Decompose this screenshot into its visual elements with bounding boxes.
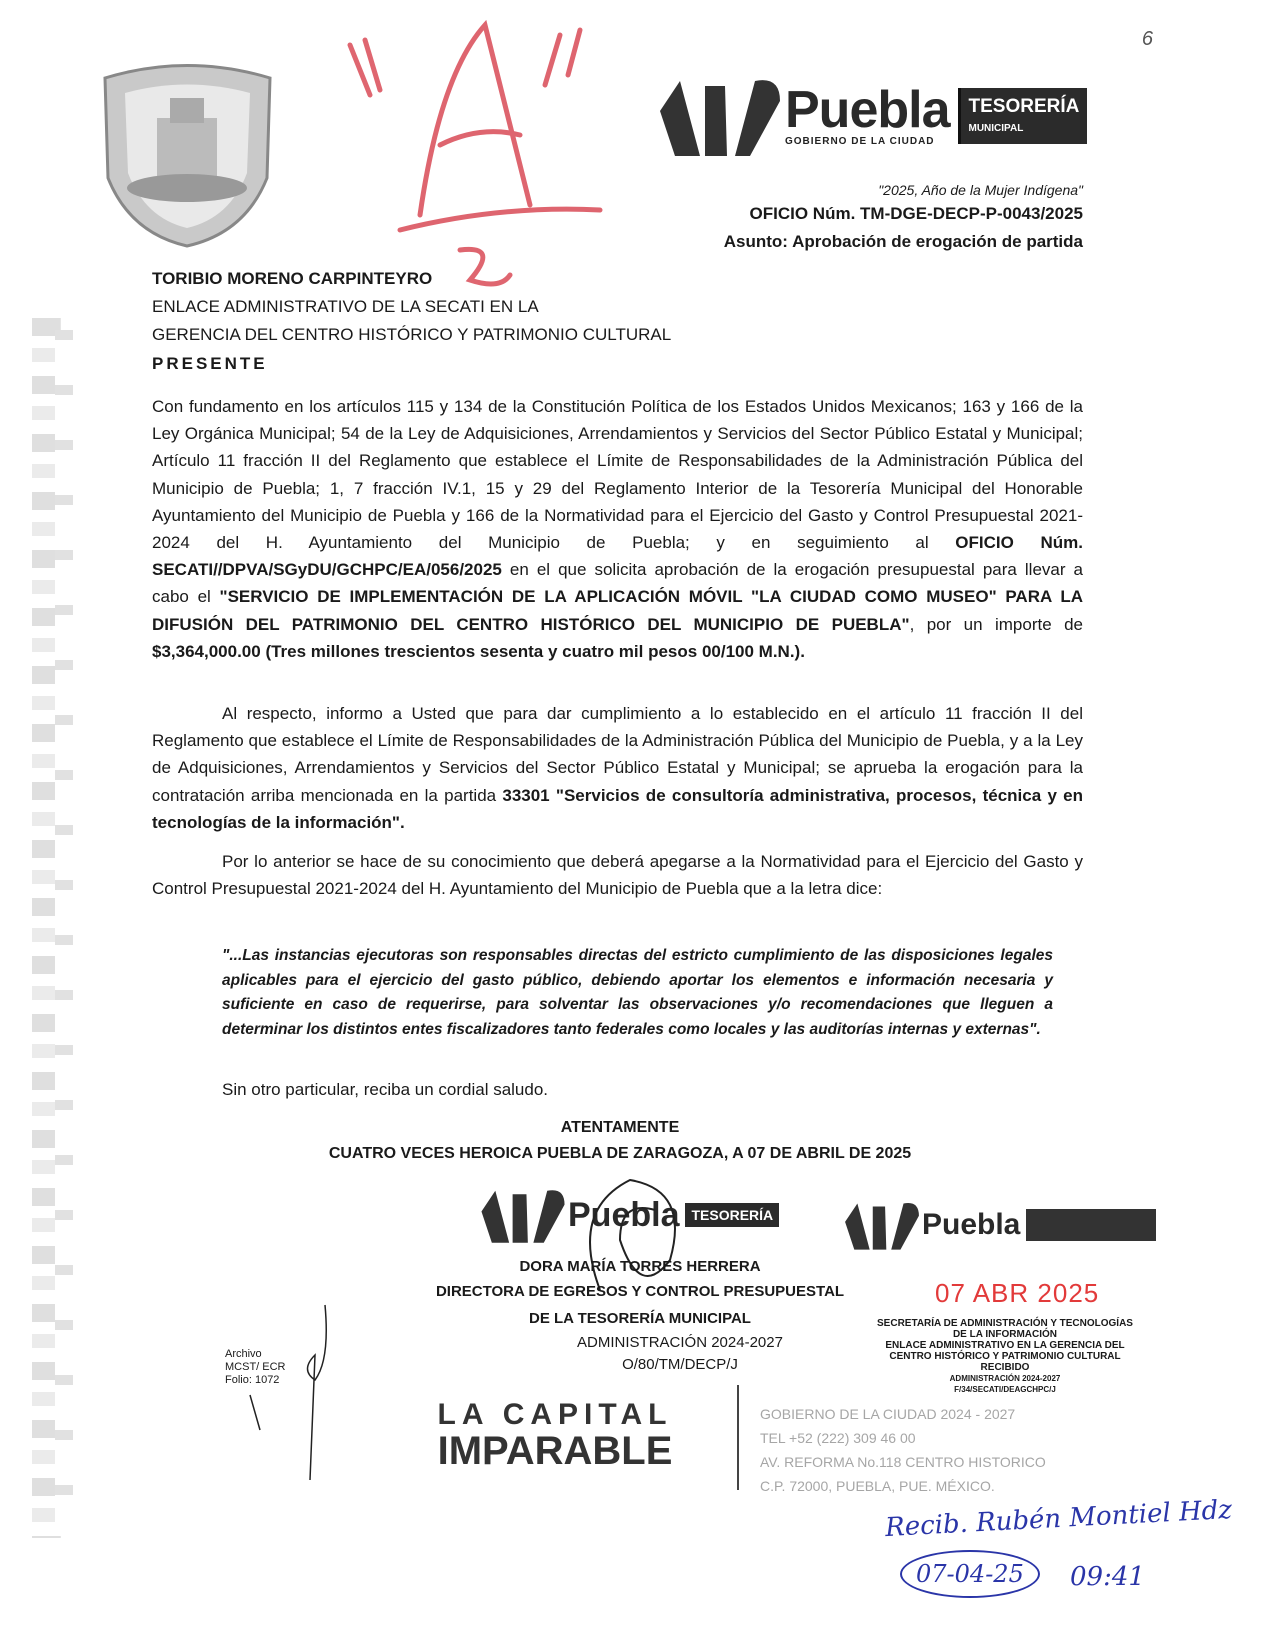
place-date: CUATRO VECES HEROICA PUEBLA DE ZARAGOZA, A 07 DE ABRIL DE 2025	[328, 1145, 912, 1162]
recipient-title-1: ENLACE ADMINISTRATIVO DE LA SECATI EN LA	[152, 297, 539, 316]
p1-text-3: , por un importe de	[909, 614, 1083, 634]
received-stamp	[860, 1318, 1150, 1395]
decorative-border-motif	[55, 330, 73, 1530]
handwritten-red-mark	[330, 15, 620, 295]
initials-scribble	[230, 1300, 340, 1485]
puebla-tesoreria-logo	[655, 68, 1095, 163]
stamp-line: F/34/SECATI/DEAGCHPC/J	[954, 1385, 1056, 1394]
archive-line: MCST/ ECR	[225, 1361, 286, 1373]
paragraph-2	[152, 700, 1083, 836]
signer-title-1: DIRECTORA DE EGRESOS Y CONTROL PRESUPUESTAL	[435, 1283, 845, 1300]
archive-line: Folio: 1072	[225, 1374, 280, 1386]
stamp-badge	[1026, 1209, 1156, 1241]
puebla-emblem-icon	[655, 71, 785, 161]
badge-title: TESORERÍA	[685, 1203, 779, 1227]
slogan-line-2: IMPARABLE	[437, 1429, 673, 1473]
atentamente: ATENTAMENTE	[560, 1119, 680, 1136]
signature-scribble	[560, 1170, 710, 1300]
p1-amount: $3,364,000.00 (Tres millones trescientos sesenta y cuatro mil pesos 00/100 M.N.).	[152, 641, 805, 661]
closing: Sin otro particular, reciba un cordial saludo.	[222, 1080, 549, 1099]
footer-divider	[737, 1385, 739, 1490]
received-date-stamp: 07 ABR 2025	[935, 1278, 1100, 1308]
p1-reference: OFICIO Núm. SECATI//DPVA/SGyDU/GCHPC/EA/056/2025	[152, 533, 1083, 580]
puebla-emblem-icon	[842, 1195, 922, 1255]
badge-title: TESORERÍA	[968, 95, 1080, 117]
recipient-title-2: GERENCIA DEL CENTRO HISTÓRICO Y PATRIMONIO CULTURAL	[152, 325, 672, 344]
recipient-name: TORIBIO MORENO CARPINTEYRO	[152, 269, 433, 288]
badge-subtitle: MUNICIPAL	[968, 122, 1024, 134]
city-seal-icon	[95, 58, 280, 248]
p2-text: Al respecto, informo a Usted que para dar cumplimiento a lo establecido en el artículo 11 fracción II del Reglamento que establece el Límite de Responsabilidades de la Administración Pública del Municipio de Puebla, y a la Ley de Adquisiciones, Arrendamientos y Servicios del Sector Público Estatal y Municipal; se aprueba la erogación para la contratación arriba mencionada en la partida	[152, 704, 1083, 805]
logo-name: Puebla	[785, 81, 950, 139]
stamp-admin: ADMINISTRACIÓN 2024-2027	[577, 1334, 783, 1351]
page-number: 6	[1141, 28, 1153, 50]
logo-name: Puebla	[922, 1208, 1021, 1241]
received-handwriting: Recib. Rubén Montiel Hdz	[884, 1494, 1233, 1544]
p1-service: "SERVICIO DE IMPLEMENTACIÓN DE LA APLICACIÓN MÓVIL "LA CIUDAD COMO MUSEO" PARA LA DIFUSIÓN DEL PATRIMONIO DEL CENTRO HISTÓRICO DEL MUNICIPIO DE PUEBLA"	[152, 587, 1083, 634]
stamp-code: O/80/TM/DECP/J	[622, 1356, 738, 1373]
handwritten-time: 09:41	[1070, 1562, 1145, 1592]
presente: PRESENTE	[152, 354, 268, 373]
stamp-line: RECIBIDO	[980, 1362, 1030, 1373]
stamp-line: SECRETARÍA DE ADMINISTRACIÓN Y TECNOLOGÍAS	[877, 1318, 1133, 1329]
address-line: C.P. 72000, PUEBLA, PUE. MÉXICO.	[760, 1478, 995, 1494]
tesoreria-badge	[958, 88, 1088, 144]
signer-name: DORA MARÍA TORRES HERRERA	[519, 1258, 761, 1275]
p2-partida: 33301 "Servicios de consultoría administrativa, procesos, técnica y en tecnologías de la información".	[152, 785, 1083, 832]
stamp-line: ENLACE ADMINISTRATIVO EN LA GERENCIA DEL	[885, 1340, 1125, 1351]
archive-line: Archivo	[225, 1348, 262, 1360]
slogan-line-1: LA CAPITAL	[437, 1398, 673, 1431]
p1-text: Con fundamento en los artículos 115 y 134 de la Constitución Política de los Estados Unidos Mexicanos; 163 y 166 de la Ley Orgánica Municipal; 54 de la Ley de Adquisiciones, Arrendamientos y Servicios del Sector Público Estatal y Municipal; Artículo 11 fracción II del Reglamento que establece el Límite de Responsabilidades de la Administración Pública del Municipio de Puebla; 1, 7 fracción IV.1, 15 y 29 del Reglamento Interior de la Tesorería Municipal del Honorable Ayuntamiento del Municipio de Puebla y 166 de la Normatividad para el Ejercicio del Gasto y Control Presupuestal 2021-2024 del H. Ayuntamiento del Municipio de Puebla; y en seguimiento al	[152, 397, 1083, 553]
received-stamp-logo	[842, 1195, 1156, 1255]
puebla-emblem-icon	[478, 1180, 568, 1250]
address-line: TEL +52 (222) 309 46 00	[760, 1430, 916, 1446]
address-line: AV. REFORMA No.118 CENTRO HISTORICO	[760, 1454, 1046, 1470]
subject: Asunto: Aprobación de erogación de partida	[723, 232, 1083, 251]
stamp-line: DE LA INFORMACIÓN	[952, 1329, 1058, 1340]
oficio-number: OFICIO Núm. TM-DGE-DECP-P-0043/2025	[749, 204, 1083, 223]
logo-name: Puebla	[568, 1195, 680, 1234]
slogan	[405, 1398, 705, 1473]
paragraph-3: Por lo anterior se hace de su conocimiento que deberá apegarse a la Normatividad para el Ejercicio del Gasto y Control Presupuestal 2021-2024 del H. Ayuntamiento del Municipio de Puebla que a la letra dice:	[152, 852, 1083, 899]
paragraph-1	[152, 393, 1083, 665]
footer-address	[760, 1402, 1046, 1498]
stamp-line: CENTRO HISTÓRICO Y PATRIMONIO CULTURAL	[889, 1351, 1121, 1362]
handwritten-date: 07-04-25	[900, 1550, 1040, 1598]
address-line: GOBIERNO DE LA CIUDAD 2024 - 2027	[760, 1406, 1016, 1422]
p1-text-2: en el que solicita aprobación de la erogación presupuestal para llevar a cabo el	[152, 560, 1083, 607]
year-motto: "2025, Año de la Mujer Indígena"	[878, 182, 1083, 198]
normative-quote: "...Las instancias ejecutoras son responsables directas del estricto cumplimiento de las disposiciones legales aplicables para el ejercicio del gasto público, debiendo aportar los elementos e información necesaria y suficiente en caso de requerirse, para solventar las observaciones y/o recomendaciones que lleguen a determinar los distintos entes fiscalizadores tanto federales como locales y las auditorías internas y externas".	[222, 947, 1053, 1038]
logo-subtitle: GOBIERNO DE LA CIUDAD	[785, 136, 935, 147]
stamp-line: ADMINISTRACIÓN 2024-2027	[949, 1374, 1061, 1383]
signer-title-2: DE LA TESORERÍA MUNICIPAL	[529, 1310, 751, 1327]
